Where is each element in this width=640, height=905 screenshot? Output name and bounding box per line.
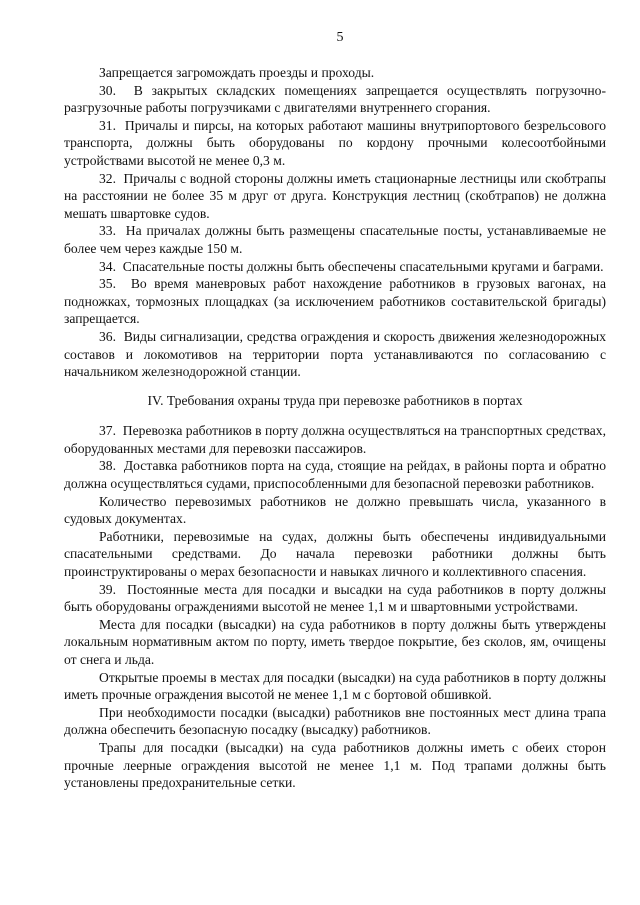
paragraph-passages: Запрещается загромождать проезды и проходы. <box>99 65 375 80</box>
paragraph-38-equipment: Работники, перевозимые на судах, должны быть обеспечены индивидуальными спасательными средствами. До начала перевозки работники должны быть проинструктированы о мерах безопасности и навыках личного и коллективного спасения. <box>64 528 606 580</box>
paragraph-34: 34. Спасательные посты должны быть обеспечены спасательными кругами и баграми. <box>99 258 604 274</box>
paragraph-39-openings: Открытые проемы в местах для посадки (высадки) на суда работников в порту должны иметь прочные ограждения высотой не менее 1,1 м с бортовой обшивкой. <box>64 669 606 703</box>
paragraph-39-places: Места для посадки (высадки) на суда работников в порту должны быть утверждены локальным нормативным актом по порту, иметь твердое покрытие, без сколов, ям, очищены от снега и льда. <box>64 616 606 667</box>
paragraph-31: 31. Причалы и пирсы, на которых работают машины внутрипортового безрельсового транспорта, должны быть оборудованы по кордону прочными колесоотбойными устройствами высотой не менее 0,3 м. <box>64 117 606 168</box>
paragraph-30: 30. В закрытых складских помещениях запрещается осуществлять погрузочно-разгрузочные работы погрузчиками с двигателями внутреннего сгорания. <box>64 82 606 116</box>
paragraph-33: 33. На причалах должны быть размещены спасательные посты, устанавливаемые не более чем через каждые 150 м. <box>64 223 606 256</box>
paragraph-37: 37. Перевозка работников в порту должна осуществляться на транспортных средствах, оборудованных местами для перевозки пассажиров. <box>64 423 606 456</box>
paragraph-38: 38. Доставка работников порта на суда, стоящие на рейдах, в районы порта и обратно должна осуществляться судами, приспособленными для безопасной перевозки работников. <box>64 458 606 492</box>
paragraph-39-gangway-rails: Трапы для посадки (высадки) на суда работников должны иметь с обеих сторон прочные леерные ограждения высотой не менее 1,1 м. Под трапами должны быть установлены предохранительные сетки. <box>64 739 606 791</box>
document-body <box>64 64 606 792</box>
paragraph-36: 36. Виды сигнализации, средства ограждения и скорость движения железнодорожных составов и локомотивов на территории порта устанавливаются по согласованию с начальником железнодорожной станции. <box>64 328 606 380</box>
paragraph-39-gangway-length: При необходимости посадки (высадки) работников вне постоянных мест длина трапа должна обеспечить безопасную посадку (высадку) работников. <box>64 704 606 738</box>
page-number: 5 <box>336 30 344 45</box>
paragraph-39: 39. Постоянные места для посадки и высадки на суда работников в порту должны быть оборудованы ограждениями высотой не менее 1,1 м и швартовными устройствами. <box>64 581 606 615</box>
paragraph-32: 32. Причалы с водной стороны должны иметь стационарные лестницы или скобтрапы на расстоянии не более 35 м друг от друга. Конструкция лестниц (скобтрапов) не должна мешать швартовке судов. <box>64 170 606 221</box>
section-title: IV. Требования охраны труда при перевозке работников в портах <box>147 392 523 408</box>
paragraph-35: 35. Во время маневровых работ нахождение работников в грузовых вагонах, на подножках, тормозных площадках (за исключением работников составительской бригады) запрещается. <box>64 276 606 327</box>
paragraph-38-count: Количество перевозимых работников не должно превышать числа, указанного в судовых документах. <box>64 493 606 527</box>
